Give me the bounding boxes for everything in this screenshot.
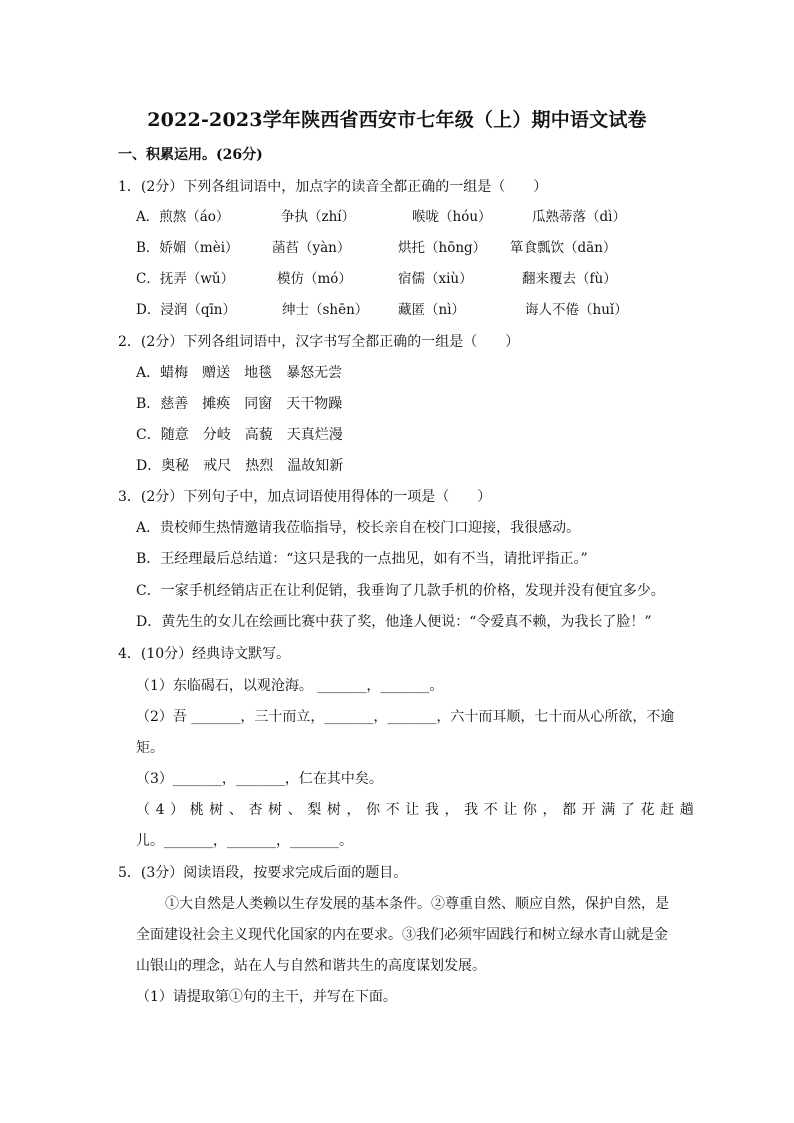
option-item: 诲人不倦（huǐ） [525, 302, 628, 318]
option-item: 宿儒（xiù） [398, 271, 473, 287]
option-item: 模仿（mó） [277, 271, 352, 287]
recite-line-1: （1）东临碣石，以观沧海。 _______，_______。 [136, 678, 444, 694]
question-2-option-c: C．随意 分岐 高藐 天真烂漫 [136, 427, 343, 443]
recite-line-2-cont: 矩。 [136, 740, 164, 756]
question-2-option-a: A．蜡梅 赠送 地毯 暴怒无尝 [136, 365, 343, 381]
question-3-option-c: C．一家手机经销店正在让利促销，我垂询了几款手机的价格，发现并没有便宜多少。 [136, 583, 665, 599]
question-4-stem: 4．(10分）经典诗文默写。 [118, 646, 291, 662]
recite-line-3: （3）_______，_______，仁在其中矣。 [136, 771, 383, 787]
exam-title: 2022-2023学年陕西省西安市七年级（上）期中语文试卷 [147, 109, 647, 131]
recite-line-4-cont: 儿。_______，_______，_______。 [136, 833, 353, 849]
section-heading: 一、积累运用。(26分) [118, 147, 263, 163]
option-item: 争执（zhí） [281, 209, 356, 225]
recite-line-4: （4）桃树、杏树、梨树，你不让我，我不让你，都开满了花赶趟 [136, 802, 700, 818]
question-1-stem: 1．(2分）下列各组词语中，加点字的读音全都正确的一组是（ ） [118, 179, 548, 195]
option-item: 箪食瓢饮（dān） [510, 240, 617, 256]
option-item: B．娇媚（mèi） [136, 240, 239, 256]
question-3-option-d: D．黄先生的女儿在绘画比赛中获了奖，他逢人便说：“令爱真不赖，为我长了脸！” [136, 614, 652, 630]
question-2-stem: 2．(2分）下列各组词语中，汉字书写全都正确的一组是（ ） [118, 334, 520, 350]
option-item: A．煎熬（áo） [136, 209, 230, 225]
passage-line-3: 山银山的理念，站在人与自然和谐共生的高度谋划发展。 [136, 958, 486, 974]
question-3-stem: 3．(2分）下列句子中，加点词语使用得体的一项是（ ） [118, 489, 492, 505]
option-item: 烘托（hōng） [398, 240, 487, 256]
option-item: 绅士（shēn） [282, 302, 369, 318]
passage-line-2: 全面建设社会主义现代化国家的内在要求。③我们必须牢固践行和树立绿水青山就是金 [136, 927, 668, 943]
recite-line-2: （2）吾 _______，三十而立，_______，_______，六十而耳顺，七十而从心所欲，不逾 [136, 709, 675, 725]
option-item: 藏匿（nì） [398, 302, 466, 318]
option-item: 菡萏（yàn） [272, 240, 351, 256]
option-item: C．抚弄（wǔ） [136, 271, 235, 287]
option-item: 喉咙（hóu） [412, 209, 492, 225]
option-item: 瓜熟蒂落（dì） [532, 209, 626, 225]
option-item: 翻来覆去（fù） [522, 271, 617, 287]
question-5-stem: 5．(3分）阅读语段，按要求完成后面的题目。 [118, 865, 408, 881]
passage-line-1: ①大自然是人类赖以生存发展的基本条件。②尊重自然、顺应自然，保护自然，是 [165, 896, 669, 912]
question-3-option-a: A．贵校师生热情邀请我莅临指导，校长亲自在校门口迎接，我很感动。 [136, 520, 581, 536]
question-5-sub-1: （1）请提取第①句的主干，并写在下面。 [136, 989, 397, 1005]
question-2-option-b: B．慈善 摊痪 同窗 天干物躁 [136, 396, 343, 412]
question-3-option-b: B．王经理最后总结道：“这只是我的一点拙见，如有不当，请批评指正。” [136, 551, 588, 567]
question-2-option-d: D．奥秘 戒尺 热烈 温故知新 [136, 458, 344, 474]
option-item: D．浸润（qīn） [136, 302, 236, 318]
